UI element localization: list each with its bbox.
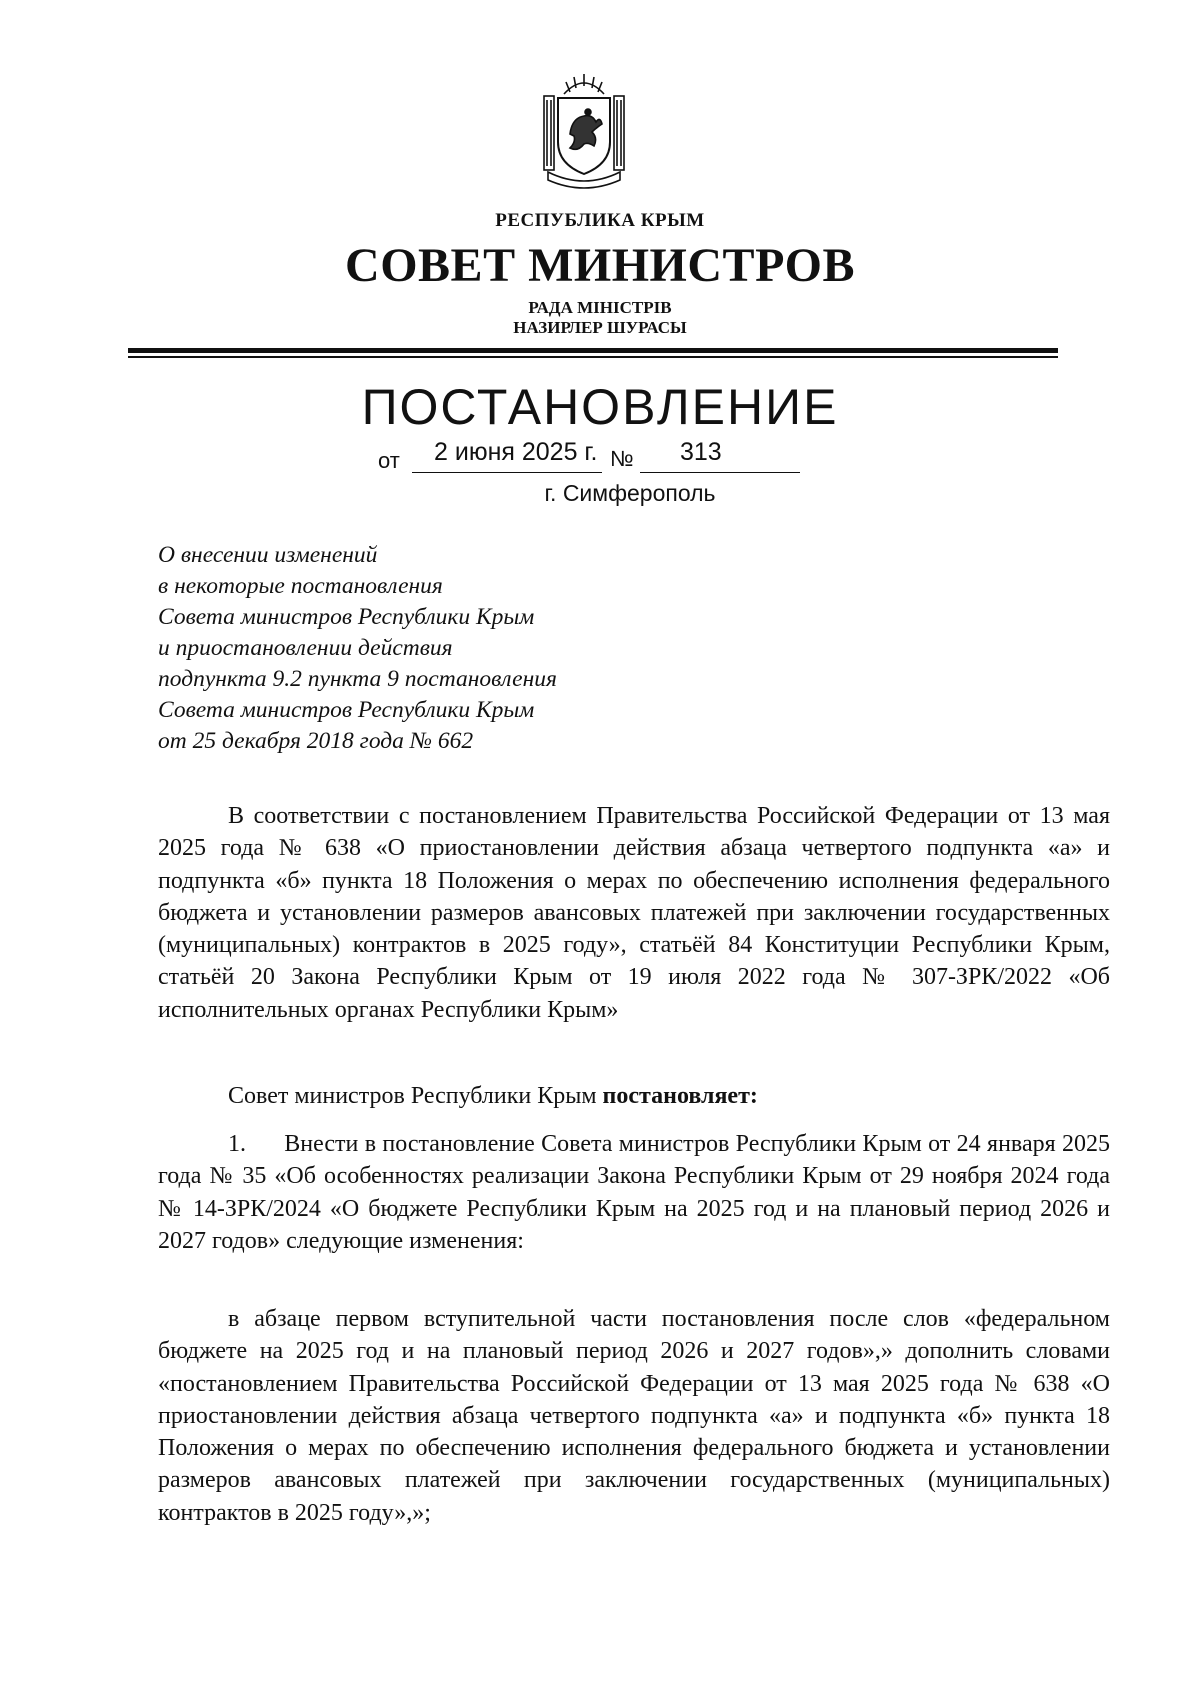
resolves-keyword: постановляет: — [602, 1083, 758, 1109]
subject-line: в некоторые постановления — [158, 573, 443, 599]
date-prefix: от — [378, 448, 400, 473]
number-underline — [640, 472, 800, 473]
subject-line: от 25 декабря 2018 года № 662 — [158, 728, 474, 754]
council-title: СОВЕТ МИНИСТРОВ — [345, 239, 855, 292]
subject-line: О внесении изменений — [158, 542, 378, 568]
subject-line: подпункта 9.2 пункта 9 постановления — [158, 666, 557, 692]
item-1-change-paragraph: в абзаце первом вступительной части постановления после слов «федеральном бюджете на 2025 год и на плановый период 2026 и 2027 годов»,» дополнить словами «постановлением Правительства Российской Федерации от 13 мая 2025 года № 638 «О приостановлении действия абзаца четвертого подпункта «а» и подпункта «б» пункта 18 Положения о мерах по обеспечению исполнения федерального бюджета и установлении размеров авансовых платежей при заключении государственных (муниципальных) контрактов в 2025 году»,»; — [158, 1306, 1110, 1526]
council-title-ukrainian: РАДА МІНІСТРІВ — [528, 298, 672, 317]
document-date: 2 июня 2025 г. — [434, 438, 598, 466]
item-1-paragraph — [158, 1128, 1110, 1257]
document-subject — [158, 540, 557, 757]
number-sign: № — [610, 446, 634, 471]
subject-line: Совета министров Республики Крым — [158, 697, 535, 723]
header-rule-thick — [128, 348, 1058, 353]
subject-line: и приостановлении действия — [158, 635, 453, 661]
preamble-paragraph: В соответствии с постановлением Правительства Российской Федерации от 13 мая 2025 года № 638 «О приостановлении действия абзаца четвертого подпункта «а» и подпункта «б» пункта 18 Положения о мерах по обеспечению исполнения федерального бюджета и установлении размеров авансовых платежей при заключении государственных (муниципальных) контрактов в 2025 году», статьёй 84 Конституции Республики Крым, статьёй 20 Закона Республики Крым от 19 июля 2022 года № 307-ЗРК/2022 «Об исполнительных органах Республики Крым» — [158, 803, 1110, 1023]
header-rule-thin — [128, 356, 1058, 358]
document-number: 313 — [680, 438, 722, 466]
document-type: ПОСТАНОВЛЕНИЕ — [361, 379, 839, 435]
subject-line: Совета министров Республики Крым — [158, 604, 535, 630]
date-number-row — [378, 438, 798, 478]
resolves-text: Совет министров Республики Крым — [228, 1083, 603, 1109]
republic-title: РЕСПУБЛИКА КРЫМ — [495, 210, 705, 231]
item-1-text: Внести в постановление Совета министров Республики Крым от 24 января 2025 года № 35 «Об особенностях реализации Закона Республики Крым от 29 ноября 2024 года № 14-ЗРК/2024 «О бюджете Республики Крым на 2025 год и на плановый период 2026 и 2027 годов» следующие изменения: — [158, 1131, 1111, 1254]
resolves-paragraph — [158, 1080, 1110, 1112]
document-city: г. Симферополь — [544, 480, 716, 506]
crimea-coat-of-arms — [540, 72, 628, 190]
item-1-number: 1. — [228, 1131, 246, 1157]
council-title-crimean-tatar: НАЗИРЛЕР ШУРАСЫ — [513, 318, 687, 337]
date-underline — [412, 472, 602, 473]
